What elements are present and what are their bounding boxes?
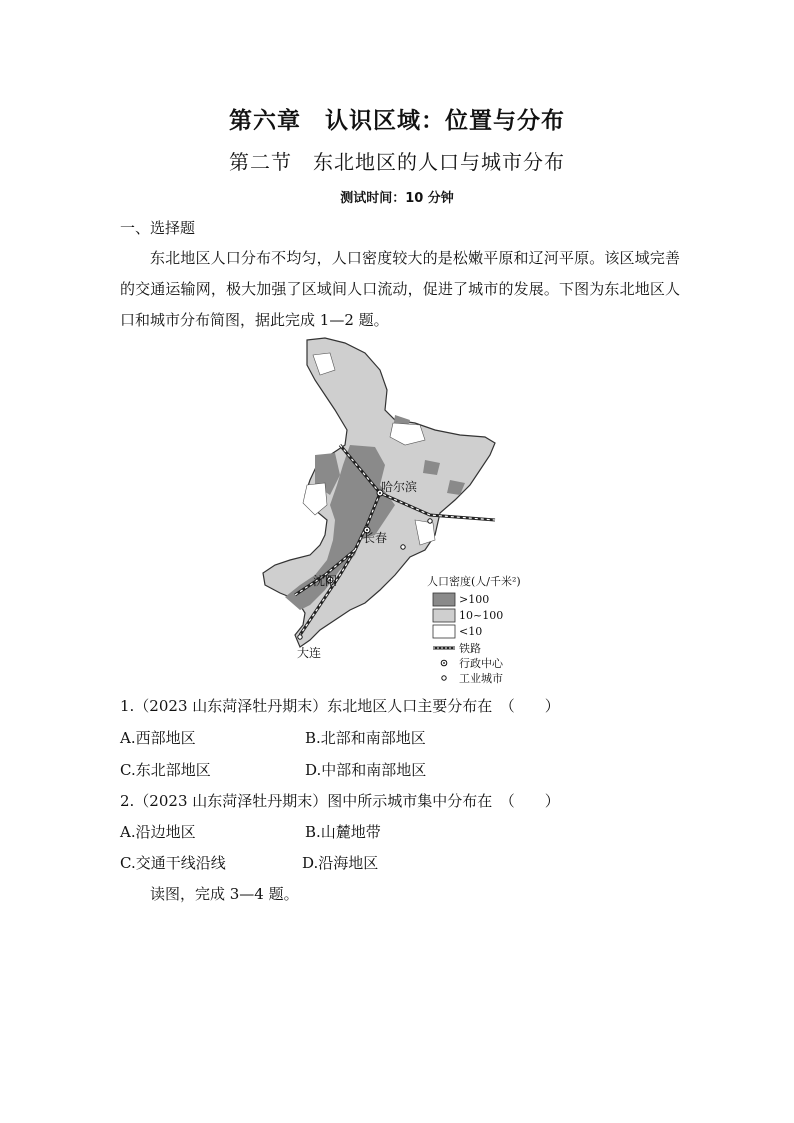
footer-prompt: 读图，完成 3—4 题。 [150,885,299,903]
city-label-harbin: 哈尔滨 [381,480,418,494]
question-1-stem: 1.（2023 山东菏泽牡丹期末）东北地区人口主要分布在 （ ） [120,697,560,715]
question-1-option-c[interactable]: C.东北部地区 [120,761,211,779]
legend-high: >100 [459,593,490,606]
chapter-title: 第六章 认识区域：位置与分布 [229,108,565,134]
question-2-stem: 2.（2023 山东菏泽牡丹期末）图中所示城市集中分布在 （ ） [120,792,560,810]
legend-railway: 铁路 [459,642,481,655]
map-legend [427,574,521,685]
legend-mid: 10~100 [459,609,504,622]
section-heading: 一、选择题 [120,219,196,237]
legend-title: 人口密度(人/千米²) [427,575,521,588]
section-title: 第二节 东北地区的人口与城市分布 [229,150,565,174]
city-label-shenyang: 沈阳 [313,574,338,588]
question-2-option-a[interactable]: A.沿边地区 [120,823,196,841]
question-2-option-b[interactable]: B.山麓地带 [305,823,381,841]
question-2-option-c[interactable]: C.交通干线沿线 [120,854,226,872]
city-label-changchun: 长春 [363,531,388,545]
question-1-option-b[interactable]: B.北部和南部地区 [305,729,426,747]
industrial-city-marker [428,519,432,523]
northeast-population-map [255,335,555,685]
intro-paragraph: 东北地区人口分布不均匀，人口密度较大的是松嫩平原和辽河平原。该区域完善的交通运输网，极大加强了区域间人口流动，促进了城市的发展。下图为东北地区人口和城市分布简图，据此完成 1—2 题。 [120,249,680,329]
question-1-option-d[interactable]: D.中部和南部地区 [305,761,427,779]
legend-low: <10 [459,625,483,638]
city-label-dalian: 大连 [297,646,322,660]
legend-industrial-city: 工业城市 [459,672,503,685]
test-time: 测试时间：10 分钟 [340,191,454,206]
legend-admin-center: 行政中心 [459,657,503,670]
industrial-city-marker [298,635,302,639]
question-2-option-d[interactable]: D.沿海地区 [302,854,379,872]
question-1-option-a[interactable]: A.西部地区 [120,729,196,747]
industrial-city-marker [401,545,405,549]
